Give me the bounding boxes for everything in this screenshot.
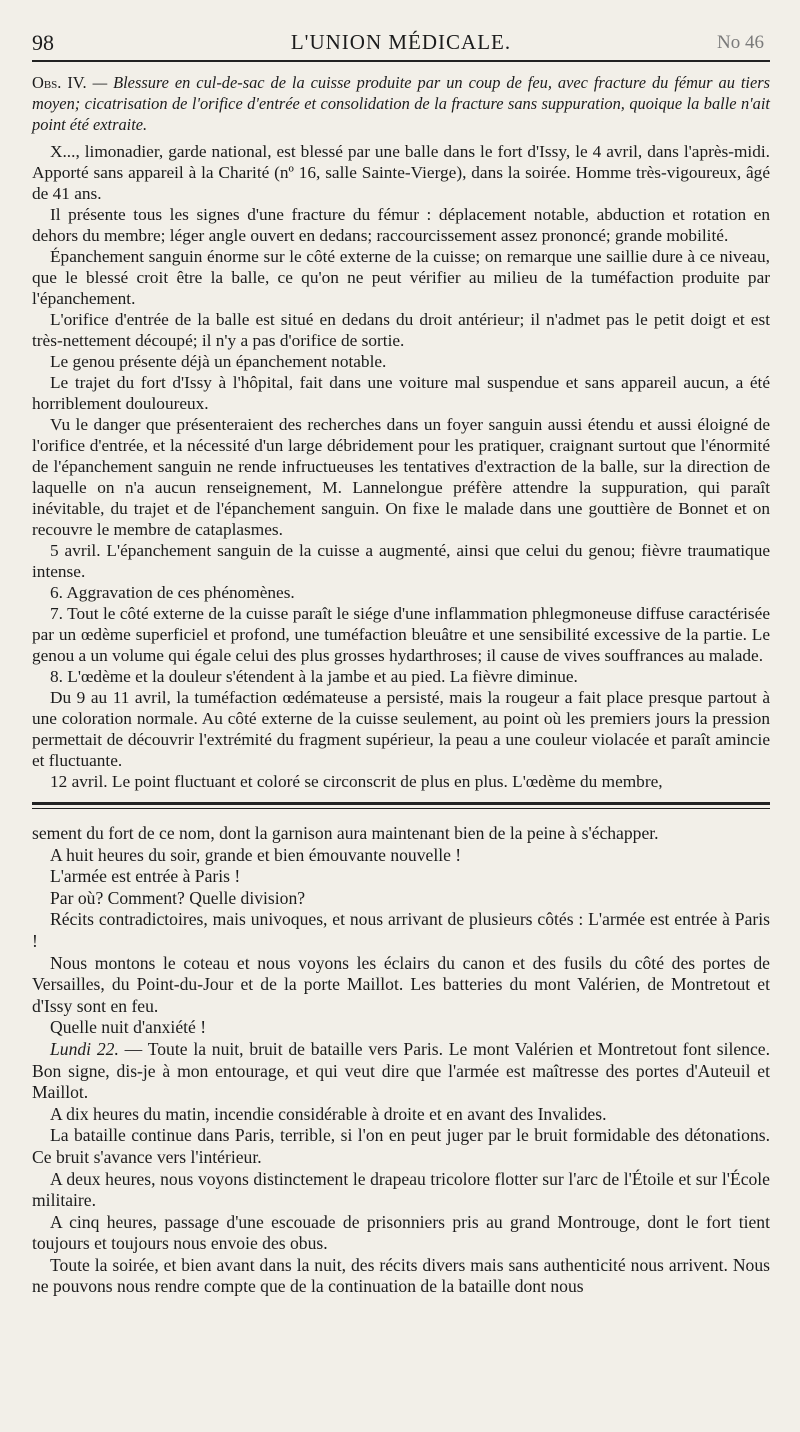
- paragraph: A cinq heures, passage d'une escouade de prisonniers pris au grand Montrouge, dont le fort tient toujours et toujours nous envoie des obus.: [32, 1211, 770, 1254]
- observation-heading: [32, 72, 770, 135]
- paragraph: Par où? Comment? Quelle division?: [50, 887, 306, 908]
- paragraph: 5 avril. L'épanchement sanguin de la cuisse a augmenté, ainsi que celui du genou; fièvre traumatique intense.: [32, 541, 770, 581]
- paragraph: A dix heures du matin, incendie considérable à droite et en avant des Invalides.: [50, 1103, 607, 1124]
- lundi-label: Lundi 22.: [50, 1038, 119, 1059]
- paragraph: Le genou présente déjà un épanchement notable.: [50, 352, 387, 371]
- paragraph: Il présente tous les signes d'une fracture du fémur : déplacement notable, abduction et rotation en dehors du membre; léger angle ouvert en dedans; raccourcissement assez prononcé; grande mobilité.: [32, 205, 770, 245]
- lundi-paragraph: [32, 1039, 770, 1104]
- paragraph: Épanchement sanguin énorme sur le côté externe de la cuisse; on remarque une saillie dure à ce niveau, que le blessé croit être la balle, ce qu'on ne peut vérifier au milieu de la tuméfaction produite par l'épanchement.: [32, 247, 770, 308]
- paragraph: Nous montons le coteau et nous voyons les éclairs du canon et des fusils du côté des portes de Versailles, du Point-du-Jour et de la porte Maillot. Les batteries du mont Valérien, de Montretout et d'Issy sont en feu.: [32, 952, 770, 1016]
- paragraph: L'armée est entrée à Paris !: [50, 866, 241, 887]
- observation-title: — Blessure en cul-de-sac de la cuisse produite par un coup de feu, avec fracture du fémur au tiers moyen; cicatrisation de l'orifice d'entrée et consolidation de la fracture sans suppuration, quoique la balle n'ait point été extraite.: [32, 73, 770, 134]
- paragraph: 12 avril. Le point fluctuant et coloré se circonscrit de plus en plus. L'œdème du membre,: [50, 772, 663, 791]
- lundi-text: — Toute la nuit, bruit de bataille vers Paris. Le mont Valérien et Montretout font silence. Bon signe, dis-je à mon entourage, et qui veut dire que l'armée est maîtresse des portes d'Auteuil et Maillot.: [32, 1038, 771, 1103]
- observation-label: Obs. IV.: [32, 73, 87, 92]
- page-header: [32, 22, 770, 60]
- paragraph: A deux heures, nous voyons distinctement le drapeau tricolore flotter sur l'arc de l'Étoile et sur l'École militaire.: [32, 1168, 770, 1211]
- section-divider: [32, 802, 770, 809]
- paragraph: Quelle nuit d'anxiété !: [50, 1017, 207, 1038]
- paragraph: X..., limonadier, garde national, est blessé par une balle dans le fort d'Issy, le 4 avril, dans l'après-midi. Apporté sans appareil à la Charité (nº 16, salle Sainte-Vierge), dans la soirée. Homme très-vigoureux, âgé de 41 ans.: [32, 142, 770, 203]
- feuilleton-body: [32, 823, 770, 1298]
- paragraph: 6. Aggravation de ces phénomènes.: [50, 583, 295, 602]
- paragraph: 8. L'œdème et la douleur s'étendent à la jambe et au pied. La fièvre diminue.: [50, 667, 578, 686]
- paragraph: Du 9 au 11 avril, la tuméfaction œdémateuse a persisté, mais la rougeur a fait place presque partout à une coloration normale. Au côté externe de la cuisse seulement, au point où les premiers jours la pression permettait de découvrir l'extrémité du fragment supérieur, la peau a une couleur violacée et paraît amincie et fluctuante.: [32, 688, 770, 770]
- paragraph: 7. Tout le côté externe de la cuisse paraît le siége d'une inflammation phlegmoneuse diffuse caractérisée par un œdème superficiel et profond, une tuméfaction bleuâtre et une sensibilité excessive de la partie. Le genou a un volume qui égale celui des plus grosses hydarthroses; il cause de vives souffrances au malade.: [32, 604, 770, 665]
- running-title: L'UNION MÉDICALE.: [290, 30, 512, 54]
- paragraph: sement du fort de ce nom, dont la garnison aura maintenant bien de la peine à s'échapper.: [32, 823, 659, 843]
- paragraph: A huit heures du soir, grande et bien émouvante nouvelle !: [50, 844, 462, 865]
- paragraph: L'orifice d'entrée de la balle est situé en dedans du droit antérieur; il n'admet pas le petit doigt et est très-nettement découpé; il n'y a pas d'orifice de sortie.: [32, 310, 770, 350]
- header-rule: [32, 60, 770, 62]
- observation-body: [32, 141, 770, 792]
- issue-number: No 46: [717, 32, 764, 53]
- paragraph: La bataille continue dans Paris, terrible, si l'on en peut juger par le bruit formidable des détonations. Ce bruit s'avance vers l'intérieur.: [32, 1125, 770, 1167]
- paragraph: Vu le danger que présenteraient des recherches dans un foyer sanguin aussi étendu et aussi éloigné de l'orifice d'entrée, et la nécessité d'un large débridement pour les pratiquer, craignant surtout que l'énormité de l'épanchement sanguin ne rende infructueuses les tentatives d'extraction de la balle, sur la direction de laquelle on n'a aucun renseignement, M. Lannelongue préfère attendre la suppuration, qui paraît inévitable, du trajet et de l'épanchement sanguin. On fixe le malade dans une gouttière de Bonnet et on recouvre le membre de cataplasmes.: [32, 415, 770, 539]
- paragraph: Le trajet du fort d'Issy à l'hôpital, fait dans une voiture mal suspendue et sans appareil aucun, a été horriblement douloureux.: [32, 373, 770, 413]
- paragraph: Récits contradictoires, mais univoques, et nous arrivant de plusieurs côtés : L'armée est entrée à Paris !: [32, 909, 770, 951]
- page-number: 98: [32, 30, 54, 55]
- paragraph: Toute la soirée, et bien avant dans la nuit, des récits divers mais sans authenticité nous arrivent. Nous ne pouvons nous rendre compte que de la continuation de la bataille dont nous: [32, 1254, 770, 1297]
